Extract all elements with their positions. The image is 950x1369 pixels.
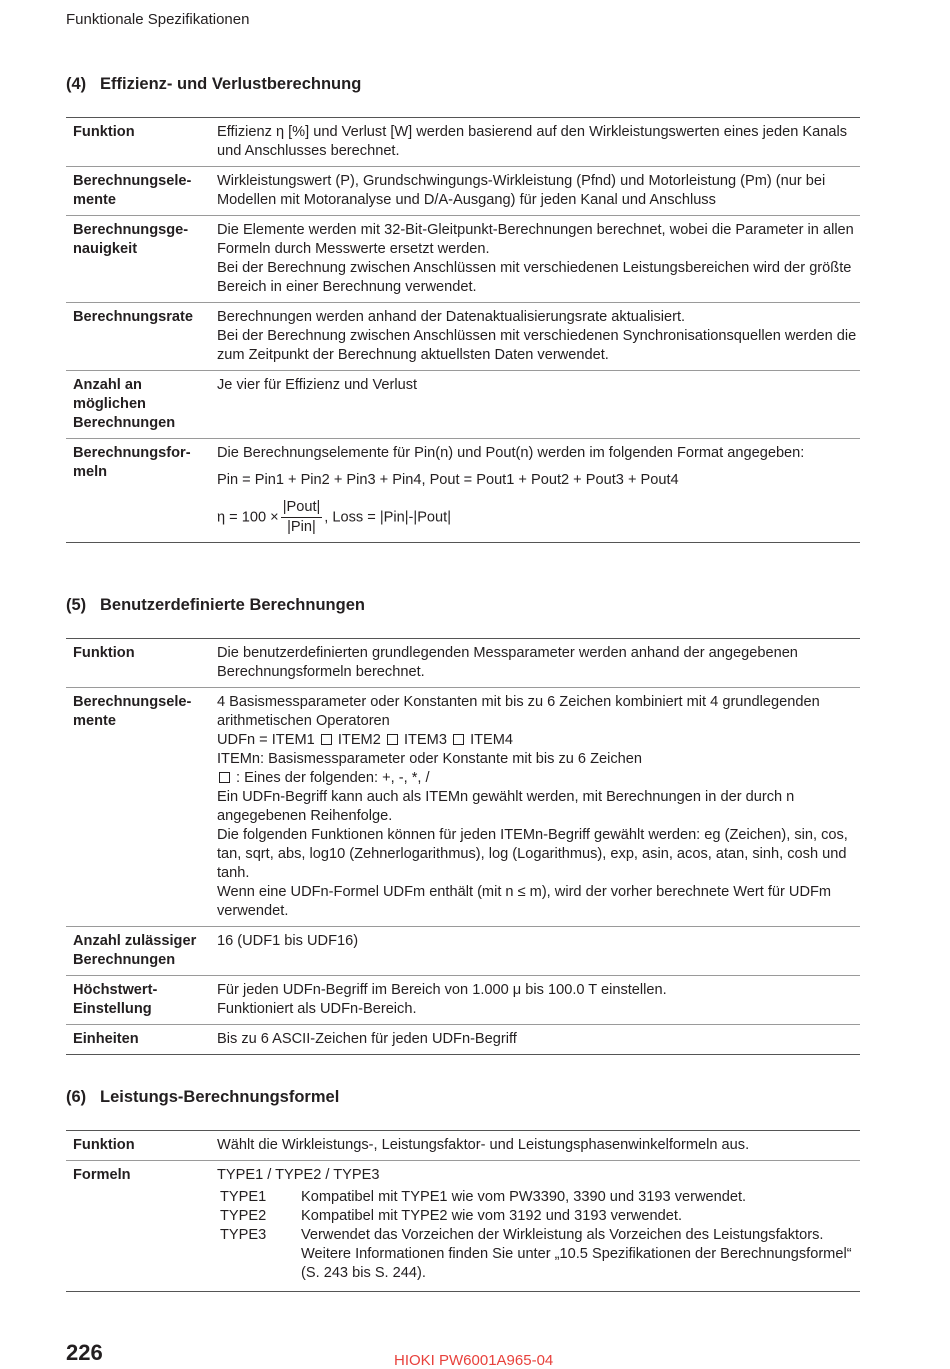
row-value: Wählt die Wirkleistungs-, Leistungsfaktor- und Leistungsphasenwinkelformeln aus. [217, 1131, 860, 1161]
list-item: TYPE3 Verwendet das Vorzeichen der Wirkleistung als Vorzeichen des Leistungsfaktors. Weitere Informationen finden Sie unter „10.5 Spezifikationen der Berechnungsformel“ (S. 243 bis S. 244). [220, 1227, 852, 1281]
section-number: (6) [66, 1088, 87, 1106]
efficiency-formula: η = 100 × $\frac{\text{|Pout|}}{\text{|Pin|}}$ , Loss = |Pin|-|Pout| [217, 499, 452, 535]
row-key: Berechnungsele- mente [66, 167, 217, 216]
operator-box-icon [219, 772, 230, 783]
section-heading: Benutzerdefinierte Berechnungen [100, 596, 365, 614]
row-key: Berechnungsrate [66, 303, 217, 371]
row-key: Funktion [66, 1131, 217, 1161]
section-heading: Effizienz- und Verlustberechnung [100, 75, 362, 93]
table-row [66, 167, 860, 216]
row-key: Berechnungsge- nauigkeit [66, 216, 217, 303]
row-key: Berechnungsfor- meln [66, 439, 217, 543]
page-number: 226 [66, 1340, 103, 1365]
running-header: Funktionale Spezifikationen [66, 11, 250, 28]
efficiency-spec-table [66, 117, 860, 543]
table-row [66, 303, 860, 371]
row-value: Bis zu 6 ASCII-Zeichen für jeden UDFn-Begriff [217, 1025, 860, 1055]
section-6-title [66, 1088, 339, 1107]
fraction: $\frac{\text{|Pout|}}{\text{|Pin|}}$ [282, 499, 321, 535]
table-row [66, 118, 860, 167]
row-value: Wirkleistungswert (P), Grundschwingungs-Wirkleistung (Pfnd) und Motorleistung (Pm) (nur bei Modellen mit Motoranalyse und D/A-Ausgang) für jeden Kanal und Anschluss [217, 167, 860, 216]
row-value: TYPE1 / TYPE2 / TYPE3 TYPE1 Kompatibel mit TYPE1 wie vom PW3390, 3390 und 3193 verwendet. TYPE2 Kompatibel mit TYPE2 wie vom 3192 und 3193 verwendet. TYPE3 Verwendet das Vorzeichen der Wirkleistung als Vorzeichen des Leistungsfaktors. Weitere Informationen finden Sie unter „10.5 Spezifikationen der Berechnungsformel“ (S. 243 bis S. 244). [217, 1161, 860, 1292]
udf-spec-table [66, 638, 860, 1055]
operator-box-icon [321, 734, 332, 745]
table-row [66, 216, 860, 303]
table-row [66, 927, 860, 976]
list-item: TYPE1 Kompatibel mit TYPE1 wie vom PW3390, 3390 und 3193 verwendet. [220, 1189, 747, 1205]
section-heading: Leistungs-Berechnungsformel [100, 1088, 340, 1106]
table-row [66, 439, 860, 543]
row-value: Die Elemente werden mit 32-Bit-Gleitpunkt-Berechnungen berechnet, wobei die Parameter in allen Formeln durch Messwerte ersetzt werden. Bei der Berechnung zwischen Anschlüssen mit verschiedenen Leistungsbereichen wird der größte Bereich in einer Berechnung verwendet. [217, 216, 860, 303]
row-key: Funktion [66, 118, 217, 167]
row-key: Anzahl zulässiger Berechnungen [66, 927, 217, 976]
operator-box-icon [387, 734, 398, 745]
row-key: Funktion [66, 639, 217, 688]
operator-box-icon [453, 734, 464, 745]
table-row [66, 976, 860, 1025]
document-code: HIOKI PW6001A965-04 [394, 1352, 554, 1369]
section-4-title [66, 75, 361, 94]
row-value: Effizienz η [%] und Verlust [W] werden basierend auf den Wirkleistungswerten eines jeden Kanals und Anschlusses berechnet. [217, 118, 860, 167]
table-row [66, 688, 860, 927]
table-row [66, 1025, 860, 1055]
list-item: TYPE2 Kompatibel mit TYPE2 wie vom 3192 und 3193 verwendet. [220, 1208, 683, 1224]
table-row [66, 1161, 860, 1292]
row-key: Formeln [66, 1161, 217, 1292]
row-key: Berechnungsele- mente [66, 688, 217, 927]
section-5-title [66, 596, 365, 615]
row-value: 4 Basismessparameter oder Konstanten mit bis zu 6 Zeichen kombiniert mit 4 grundlegenden arithmetischen Operatoren UDFn = ITEM1 ITEM2 ITEM3 ITEM4 ITEMn: Basismessparameter oder Konstante mit bis zu 6 Zeichen : Eines der folgenden: +, -, *, / Ein UDFn-Begriff kann auch als ITEMn gewählt werden, mit Berechnungen in der durch n angegebenen Reihenfolge. Die folgenden Funktionen können für jeden ITEMn-Begriff gewählt werden: eg (Zeichen), sin, cos, tan, sqrt, abs, log10 (Zehnerlogarithmus), log (Logarithmus), exp, asin, acos, atan, sinh, cosh und tanh. Wenn eine UDFn-Formel UDFm enthält (mit n ≤ m), wird der vorher berechnete Wert für UDFm verwendet. [217, 688, 860, 927]
section-number: (5) [66, 596, 87, 614]
row-key: Anzahl an möglichen Berechnungen [66, 371, 217, 439]
section-number: (4) [66, 75, 87, 93]
power-formula-spec-table [66, 1130, 860, 1292]
row-key: Einheiten [66, 1025, 217, 1055]
row-value: Für jeden UDFn-Begriff im Bereich von 1.000 μ bis 100.0 T einstellen. Funktioniert als UDFn-Bereich. [217, 976, 860, 1025]
row-value: 16 (UDF1 bis UDF16) [217, 927, 860, 976]
row-value: Die benutzerdefinierten grundlegenden Messparameter werden anhand der angegebenen Berechnungsformeln berechnet. [217, 639, 860, 688]
row-value: Je vier für Effizienz und Verlust [217, 371, 860, 439]
operator-line: : Eines der folgenden: +, -, *, / [217, 769, 860, 788]
row-value: Die Berechnungselemente für Pin(n) und Pout(n) werden im folgenden Format angegeben: Pin = Pin1 + Pin2 + Pin3 + Pin4, Pout = Pout1 + Pout2 + Pout3 + Pout4 η = 100 × $\frac{\text{|Pout|}}{\text{|Pin|}}$ , Loss = |Pin|-|Pout| [217, 439, 860, 543]
udf-formula-line: UDFn = ITEM1 ITEM2 ITEM3 ITEM4 [217, 732, 514, 748]
row-value: Berechnungen werden anhand der Datenaktualisierungsrate aktualisiert. Bei der Berechnung zwischen Anschlüssen mit verschiedenen Synchronisationsquellen werden die zum Zeitpunkt der Berechnung aktuellsten Daten verwendet. [217, 303, 860, 371]
type-list [217, 1188, 860, 1283]
table-row [66, 1131, 860, 1161]
table-row [66, 371, 860, 439]
row-key: Höchstwert- Einstellung [66, 976, 217, 1025]
table-row [66, 639, 860, 688]
